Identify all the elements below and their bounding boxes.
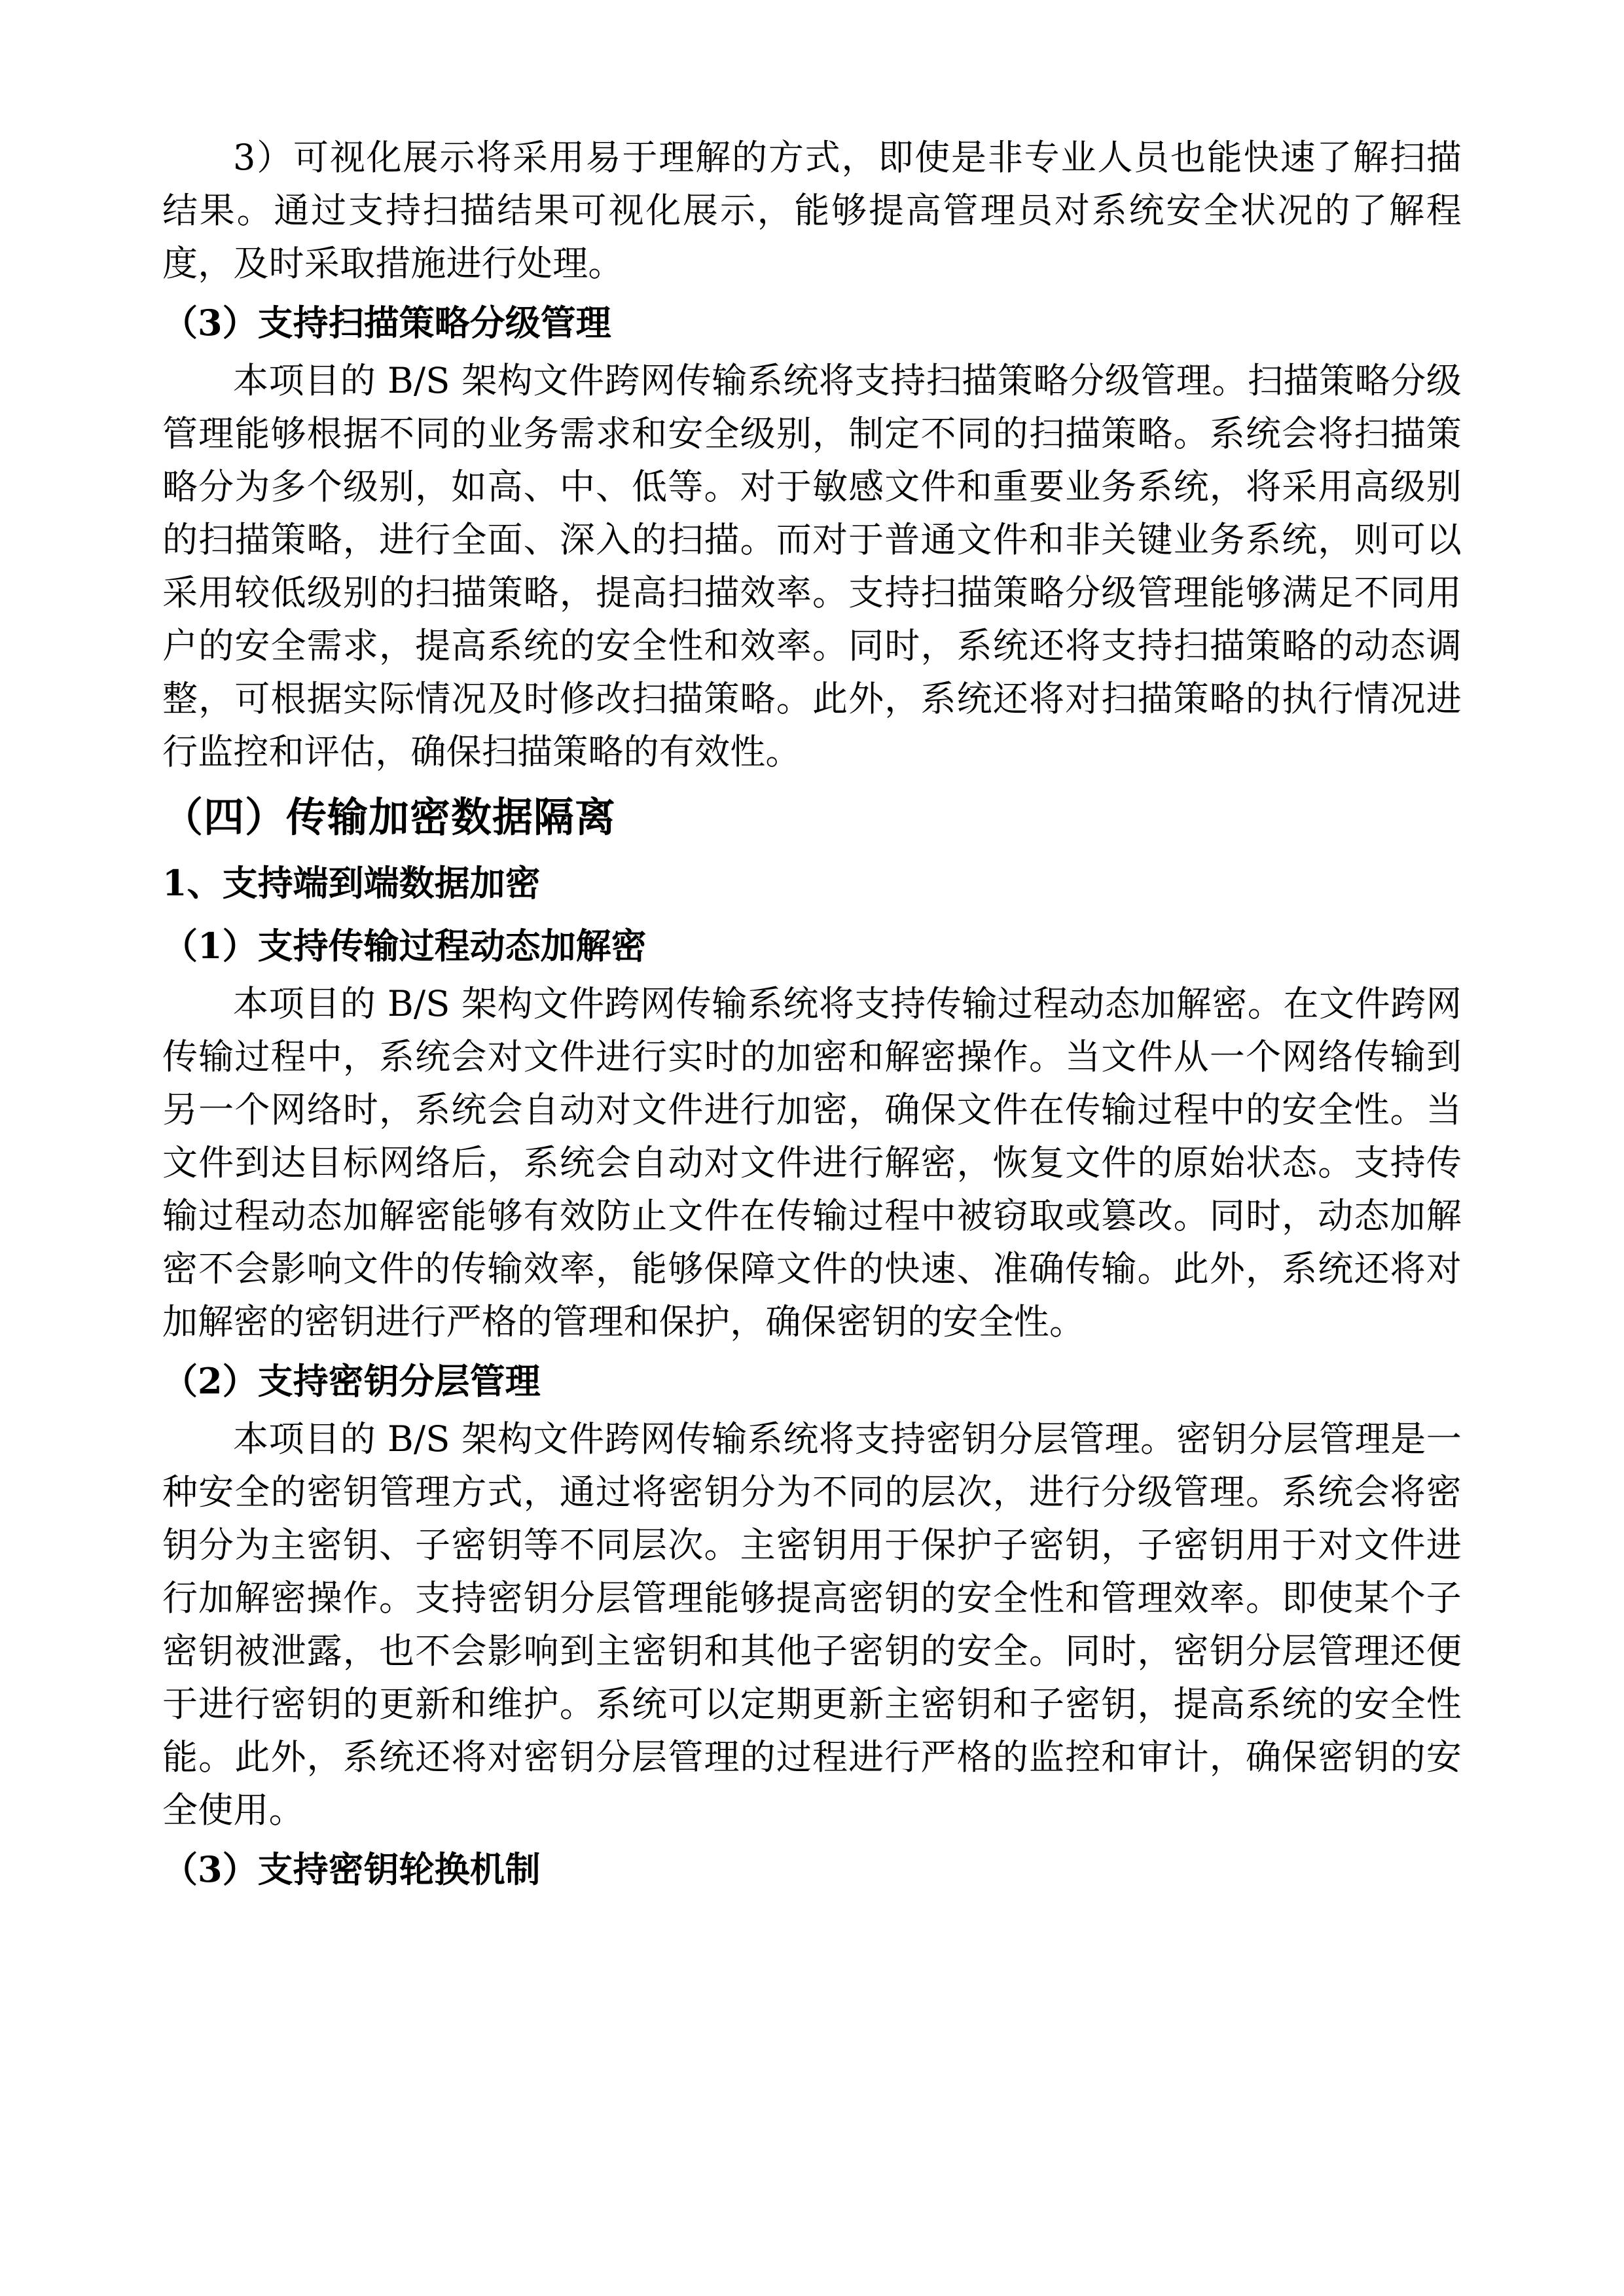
heading-scan-policy-grading: （3）支持扫描策略分级管理 [162,302,611,344]
heading-end-to-end-encryption: 1、支持端到端数据加密 [162,862,541,904]
paragraph-dynamic-encrypt-decrypt: 本项目的 B/S 架构文件跨网传输系统将支持传输过程动态加解密。在文件跨网传输过程中，系统会对文件进行实时的加密和解密操作。当文件从一个网络传输到另一个网络时，系统会自动对文件进行加密，确保文件在传输过程中的安全性。当文件到达目标网络后，系统会自动对文件进行解密，恢复文件的原始状态。支持传输过程动态加解密能够有效防止文件在传输过程中被窃取或篡改。同时，动态加解密不会影响文件的传输效率，能够保障文件的快速、准确传输。此外，系统还将对加解密的密钥进行严格的管理和保护，确保密钥的安全性。 [162,983,1462,1342]
heading-key-layered-management: （2）支持密钥分层管理 [162,1360,541,1402]
paragraph-scan-policy-grading: 本项目的 B/S 架构文件跨网传输系统将支持扫描策略分级管理。扫描策略分级管理能够根据不同的业务需求和安全级别，制定不同的扫描策略。系统会将扫描策略分为多个级别，如高、中、低等。对于敏感文件和重要业务系统，将采用高级别的扫描策略，进行全面、深入的扫描。而对于普通文件和非关键业务系统，则可以采用较低级别的扫描策略，提高扫描效率。支持扫描策略分级管理能够满足不同用户的安全需求，提高系统的安全性和效率。同时，系统还将支持扫描策略的动态调整，可根据实际情况及时修改扫描策略。此外，系统还将对扫描策略的执行情况进行监控和评估，确保扫描策略的有效性。 [162,360,1462,772]
paragraph-key-layered-management: 本项目的 B/S 架构文件跨网传输系统将支持密钥分层管理。密钥分层管理是一种安全的密钥管理方式，通过将密钥分为不同的层次，进行分级管理。系统会将密钥分为主密钥、子密钥等不同层次。主密钥用于保护子密钥，子密钥用于对文件进行加解密操作。支持密钥分层管理能够提高密钥的安全性和管理效率。即使某个子密钥被泄露，也不会影响到主密钥和其他子密钥的安全。同时，密钥分层管理还便于进行密钥的更新和维护。系统可以定期更新主密钥和子密钥，提高系统的安全性能。此外，系统还将对密钥分层管理的过程进行严格的监控和审计，确保密钥的安全使用。 [162,1418,1462,1831]
document-body [162,131,1462,1899]
heading-transmission-encryption: （四）传输加密数据隔离 [162,793,617,841]
heading-key-rotation: （3）支持密钥轮换机制 [162,1848,541,1890]
heading-dynamic-encrypt-decrypt: （1）支持传输过程动态加解密 [162,925,647,967]
paragraph-visual-display: 3）可视化展示将采用易于理解的方式，即使是非专业人员也能快速了解扫描结果。通过支持扫描结果可视化展示，能够提高管理员对系统安全状况的了解程度，及时采取措施进行处理。 [162,137,1462,284]
